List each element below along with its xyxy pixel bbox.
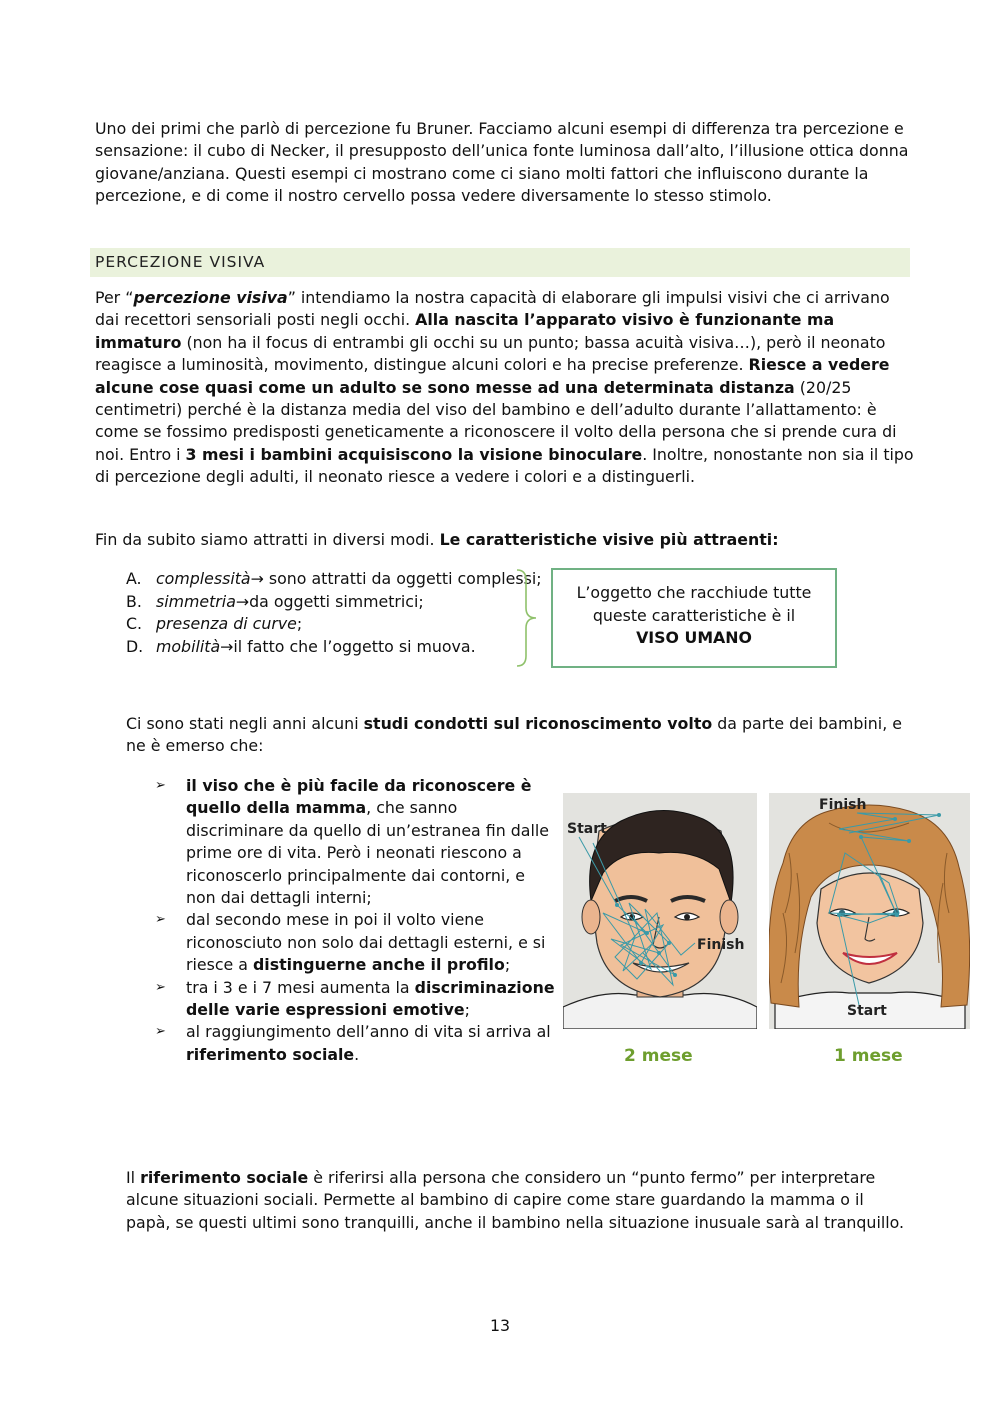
social-reference-paragraph: Il riferimento sociale è riferirsi alla persona che considero un “punto fermo” per interpretare alcune situazioni sociali. Permette al bambino di capire come stare guardando la mamma o il papà, se questi ultimi sono tranquilli, anche il bambino nella situazione inusuale sarà al tranquillo. <box>126 1168 905 1232</box>
term-percezione-visiva: percezione visiva <box>133 288 288 307</box>
figure-caption-man: 2 mese <box>624 1046 693 1066</box>
list-item: ➢ al raggiungimento dell’anno di vita si arriva al riferimento sociale. <box>155 1022 551 1064</box>
studies-paragraph: Ci sono stati negli anni alcuni studi condotti sul riconoscimento volto da parte dei bambini, e ne è emerso che: <box>126 714 902 756</box>
emphasis-features: Le caratteristiche visive più attraenti: <box>439 530 779 549</box>
scan-start-label: Start <box>567 821 607 837</box>
list-item: ➢ il viso che è più facile da riconoscere è quello della mamma, che sanno discriminare da quello di un’estranea fin dalle prime ore di vita. Però i neonati riescono a riconoscerlo principalmente dai contorni, e non dai dettagli interni; <box>155 776 549 908</box>
bullet-arrow-icon: ➢ <box>155 778 166 793</box>
findings-list <box>155 775 555 1066</box>
brace-icon <box>512 566 542 670</box>
scan-start-label: Start <box>847 1003 887 1019</box>
emphasis-immature: Alla nascita l’apparato visivo è funzionante ma immaturo <box>95 310 835 352</box>
emphasis-binocular: 3 mesi i bambini acquisiscono la visione binoculare <box>185 444 643 464</box>
emphasis-social-reference: riferimento sociale <box>140 1168 309 1187</box>
figure-caption-woman: 1 mese <box>834 1046 903 1066</box>
scan-finish-label: Finish <box>819 797 867 813</box>
attract-paragraph: Fin da subito siamo attratti in diversi modi. Le caratteristiche visive più attraenti: <box>95 530 779 549</box>
list-item: ➢ tra i 3 e i 7 mesi aumenta la discriminazione delle varie espressioni emotive; <box>155 977 555 1020</box>
list-item: A. complessità→ sono attratti da oggetti complessi; <box>126 569 542 588</box>
list-item: ➢ dal secondo mese in poi il volto viene riconosciuto non solo dai dettagli esterni, e si riesce a distinguerne anche il profilo; <box>155 910 546 975</box>
visual-perception-paragraph: Per “percezione visiva” intendiamo la nostra capacità di elaborare gli impulsi visivi che ci arrivano dai recettori sensoriali posti negli occhi. Alla nascita l’apparato visivo è funzionante ma immaturo (non ha il focus di entrambi gli occhi su un punto; bassa acuità visiva…), però il neonato reagisce a luminosità, movimento, distingue alcuni colori e ha precise preferenze. Riesce a vedere alcune cose quasi come un adulto se sono messe ad una determinata distanza (20/25 centimetri) perché è la distanza media del viso del bambino e dell’adulto durante l’allattamento: è come se fossimo predisposti geneticamente a riconoscere il volto della persona che si prende cura di noi. Entro i 3 mesi i bambini acquisiscono la visione binoculare. Inoltre, nonostante non sia il tipo di percezione degli adulti, il neonato riesce a vedere i colori e a distinguerli. <box>95 288 914 487</box>
list-item: B. simmetria→da oggetti simmetrici; <box>126 591 424 611</box>
bullet-arrow-icon: ➢ <box>155 1024 166 1040</box>
face-scan-image-man <box>563 793 757 1029</box>
bullet-arrow-icon: ➢ <box>155 912 166 928</box>
emphasis-distance: Riesce a vedere alcune cose quasi come un adulto se sono messe ad una determinata distanza <box>95 355 890 397</box>
list-item: D. mobilità→il fatto che l’oggetto si muova. <box>126 636 476 656</box>
callout-box: L’oggetto che racchiude tutte queste caratteristiche è il VISO UMANO <box>551 568 837 668</box>
intro-paragraph: Uno dei primi che parlò di percezione fu Bruner. Facciamo alcuni esempi di differenza tra percezione e sensazione: il cubo di Necker, il presupposto dell’unica fonte luminosa dall’alto, l’illusione ottica donna giovane/anziana. Questi esempi ci mostrano come ci siano molti fattori che influiscono durante la percezione, e di come il nostro cervello possa vedere diversamente lo stesso stimolo. <box>95 119 909 206</box>
scan-finish-label: Finish <box>697 937 745 953</box>
bullet-arrow-icon: ➢ <box>155 979 166 995</box>
section-header <box>90 248 910 277</box>
page-number: 13 <box>489 1316 511 1335</box>
emphasis-studies: studi condotti sul riconoscimento volto <box>363 714 713 733</box>
face-scan-image-woman <box>769 793 970 1029</box>
section-title: PERCEZIONE VISIVA <box>95 253 266 271</box>
features-list <box>126 568 556 658</box>
list-item: C. presenza di curve; <box>126 614 303 634</box>
